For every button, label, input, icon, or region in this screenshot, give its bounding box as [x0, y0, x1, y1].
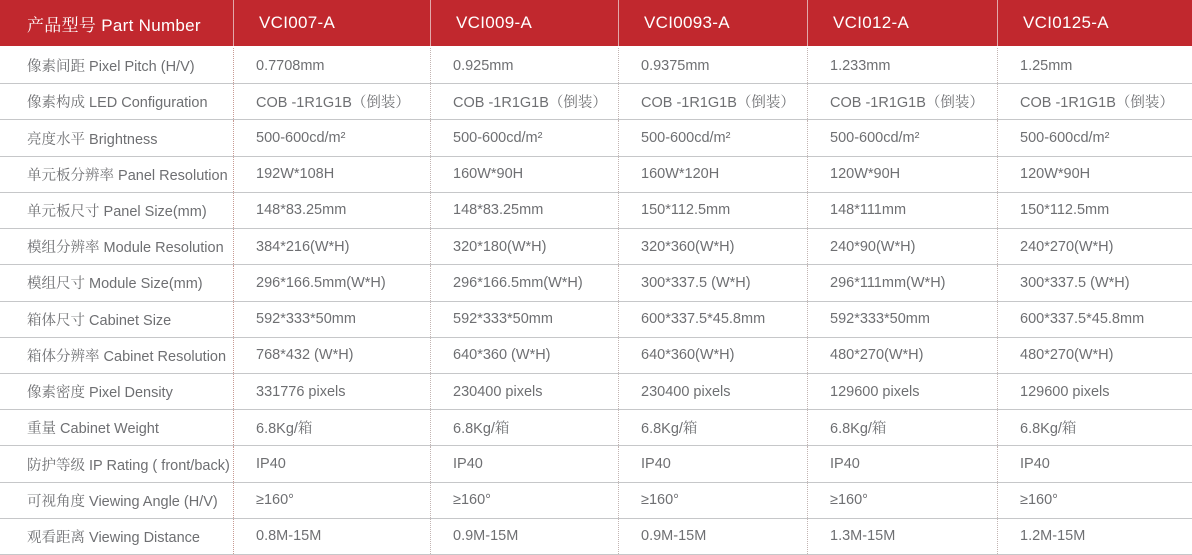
cell: ≥160°	[807, 483, 997, 518]
cell: 192W*108H	[233, 157, 430, 192]
cell: 320*180(W*H)	[430, 229, 618, 264]
cell: 6.8Kg/箱	[430, 410, 618, 445]
row-label: 观看距离 Viewing Distance	[27, 529, 200, 546]
table-row-viewing-angle	[0, 483, 1192, 519]
table-row-viewing-distance	[0, 519, 1192, 555]
cell: IP40	[807, 446, 997, 481]
cell: 296*166.5mm(W*H)	[233, 265, 430, 300]
table-row-brightness	[0, 120, 1192, 156]
cell: 640*360 (W*H)	[430, 338, 618, 373]
cell: 0.925mm	[430, 48, 618, 83]
cell: 129600 pixels	[807, 374, 997, 409]
table-row-module-resolution	[0, 229, 1192, 265]
cell: 120W*90H	[807, 157, 997, 192]
row-label: 重量 Cabinet Weight	[27, 421, 159, 438]
cell: 230400 pixels	[430, 374, 618, 409]
cell: 230400 pixels	[618, 374, 807, 409]
cell: 6.8Kg/箱	[618, 410, 807, 445]
header-cell-model-vci007a: VCI007-A	[233, 0, 430, 46]
cell: 240*270(W*H)	[997, 229, 1192, 264]
row-label: 亮度水平 Brightness	[27, 131, 158, 148]
cell: ≥160°	[430, 483, 618, 518]
cell: 148*111mm	[807, 193, 997, 228]
cell: COB -1R1G1B（倒装）	[997, 84, 1192, 119]
table-row-led-configuration	[0, 84, 1192, 120]
cell: 148*83.25mm	[430, 193, 618, 228]
row-label: 像素构成 LED Configuration	[27, 95, 208, 112]
cell: 500-600cd/m²	[807, 120, 997, 155]
cell: 592*333*50mm	[233, 302, 430, 337]
cell: 240*90(W*H)	[807, 229, 997, 264]
cell: 120W*90H	[997, 157, 1192, 192]
table-row-ip-rating	[0, 446, 1192, 482]
cell: 0.9375mm	[618, 48, 807, 83]
cell: 150*112.5mm	[618, 193, 807, 228]
table-row-module-size	[0, 265, 1192, 301]
cell: COB -1R1G1B（倒装）	[807, 84, 997, 119]
cell: IP40	[997, 446, 1192, 481]
cell: 296*166.5mm(W*H)	[430, 265, 618, 300]
cell: 1.233mm	[807, 48, 997, 83]
table-row-panel-size	[0, 193, 1192, 229]
row-label: 单元板分辨率 Panel Resolution	[27, 167, 228, 184]
cell: 6.8Kg/箱	[233, 410, 430, 445]
cell: 500-600cd/m²	[618, 120, 807, 155]
cell: 480*270(W*H)	[807, 338, 997, 373]
cell: 500-600cd/m²	[430, 120, 618, 155]
header-cell-part-number: 产品型号 Part Number	[27, 15, 201, 35]
cell: IP40	[430, 446, 618, 481]
cell: IP40	[233, 446, 430, 481]
cell: COB -1R1G1B（倒装）	[233, 84, 430, 119]
table-row-cabinet-size	[0, 302, 1192, 338]
cell: 160W*120H	[618, 157, 807, 192]
cell: 296*111mm(W*H)	[807, 265, 997, 300]
table-row-cabinet-weight	[0, 410, 1192, 446]
cell: 129600 pixels	[997, 374, 1192, 409]
cell: 300*337.5 (W*H)	[997, 265, 1192, 300]
cell: 160W*90H	[430, 157, 618, 192]
header-cell-model-vci0125a: VCI0125-A	[997, 0, 1192, 46]
row-label: 单元板尺寸 Panel Size(mm)	[27, 203, 207, 220]
cell: 592*333*50mm	[430, 302, 618, 337]
cell: 384*216(W*H)	[233, 229, 430, 264]
cell: 300*337.5 (W*H)	[618, 265, 807, 300]
cell: ≥160°	[233, 483, 430, 518]
cell: 768*432 (W*H)	[233, 338, 430, 373]
header-cell-model-vci012a: VCI012-A	[807, 0, 997, 46]
cell: 1.2M-15M	[997, 519, 1192, 554]
cell: 600*337.5*45.8mm	[618, 302, 807, 337]
row-label: 像素密度 Pixel Density	[27, 385, 173, 402]
cell: 0.8M-15M	[233, 519, 430, 554]
table-row-cabinet-resolution	[0, 338, 1192, 374]
cell: 1.3M-15M	[807, 519, 997, 554]
cell: 592*333*50mm	[807, 302, 997, 337]
cell: ≥160°	[618, 483, 807, 518]
table-header-row	[0, 0, 1192, 48]
cell: 0.9M-15M	[618, 519, 807, 554]
header-cell-model-vci009a: VCI009-A	[430, 0, 618, 46]
row-label: 可视角度 Viewing Angle (H/V)	[27, 493, 218, 510]
cell: 600*337.5*45.8mm	[997, 302, 1192, 337]
row-label: 箱体尺寸 Cabinet Size	[27, 312, 172, 329]
cell: 320*360(W*H)	[618, 229, 807, 264]
table-row-panel-resolution	[0, 157, 1192, 193]
cell: COB -1R1G1B（倒装）	[430, 84, 618, 119]
row-label: 模组分辨率 Module Resolution	[27, 240, 224, 257]
row-label: 模组尺寸 Module Size(mm)	[27, 276, 203, 293]
cell: 6.8Kg/箱	[997, 410, 1192, 445]
row-label: 像素间距 Pixel Pitch (H/V)	[27, 59, 195, 76]
header-cell-model-vci0093a: VCI0093-A	[618, 0, 807, 46]
cell: 0.9M-15M	[430, 519, 618, 554]
cell: 148*83.25mm	[233, 193, 430, 228]
cell: 331776 pixels	[233, 374, 430, 409]
cell: 500-600cd/m²	[997, 120, 1192, 155]
cell: IP40	[618, 446, 807, 481]
cell: ≥160°	[997, 483, 1192, 518]
table-row-pixel-pitch	[0, 48, 1192, 84]
cell: 480*270(W*H)	[997, 338, 1192, 373]
cell: 1.25mm	[997, 48, 1192, 83]
cell: 0.7708mm	[233, 48, 430, 83]
cell: COB -1R1G1B（倒装）	[618, 84, 807, 119]
row-label: 箱体分辨率 Cabinet Resolution	[27, 348, 227, 365]
table-row-pixel-density	[0, 374, 1192, 410]
cell: 500-600cd/m²	[233, 120, 430, 155]
cell: 150*112.5mm	[997, 193, 1192, 228]
cell: 6.8Kg/箱	[807, 410, 997, 445]
row-label: 防护等级 IP Rating ( front/back)	[27, 457, 230, 474]
cell: 640*360(W*H)	[618, 338, 807, 373]
